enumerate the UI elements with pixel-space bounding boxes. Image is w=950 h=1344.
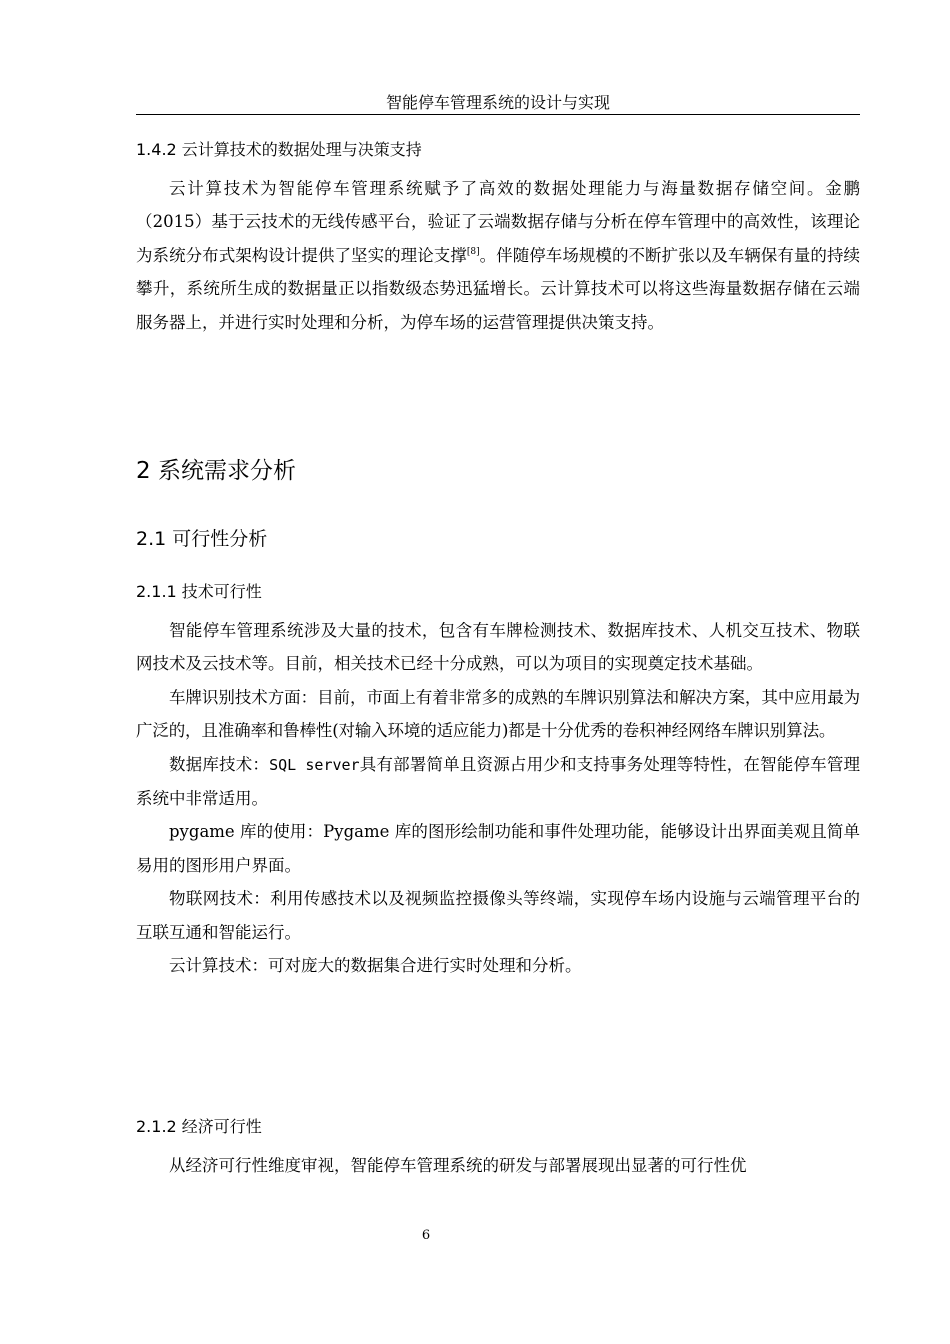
chapter-heading-2: 2 系统需求分析 (136, 458, 296, 484)
section-1-4-2-body (136, 172, 860, 339)
section-heading-2-1: 2.1 可行性分析 (136, 528, 268, 550)
database-label: 数据库技术： (169, 754, 270, 774)
section-2-1-2-body (136, 1149, 860, 1182)
section-heading-2-1-2: 2.1.2 经济可行性 (136, 1117, 262, 1136)
paragraph-iot: 物联网技术：利用传感技术以及视频监控摄像头等终端，实现停车场内设施与云端管理平台的互联互通和智能运行。 (136, 889, 860, 942)
page-number: 6 (421, 1228, 431, 1243)
database-term: SQL server (269, 755, 360, 774)
paragraph-economic: 从经济可行性维度审视，智能停车管理系统的研发与部署展现出显著的可行性优 (169, 1156, 747, 1175)
citation-reference: [8] (466, 246, 480, 257)
section-heading-1-4-2: 1.4.2 云计算技术的数据处理与决策支持 (136, 140, 422, 159)
section-heading-2-1-1: 2.1.1 技术可行性 (136, 582, 262, 601)
paragraph-cloud-computing (136, 172, 860, 339)
paragraph-text-before-citation: 云计算技术为智能停车管理系统赋予了高效的数据处理能力与海量数据存储空间。金鹏（2015）基于云技术的无线传感平台，验证了云端数据存储与分析在停车管理中的高效性，该理论为系统分布式架构设计提供了坚实的理论支撑 (136, 179, 860, 265)
header-rule (136, 114, 860, 115)
database-text: 具有部署简单且资源占用少和支持事务处理等特性，在智能停车管理系统中非常适用。 (136, 754, 861, 809)
section-2-1-1-body (136, 614, 860, 982)
paragraph-cloud: 云计算技术：可对庞大的数据集合进行实时处理和分析。 (169, 956, 582, 976)
paragraph-database (136, 748, 860, 816)
paragraph-pygame: pygame 库的使用：Pygame 库的图形绘制功能和事件处理功能，能够设计出界面美观且简单易用的图形用户界面。 (136, 822, 860, 875)
paragraph-tech-overview: 智能停车管理系统涉及大量的技术，包含有车牌检测技术、数据库技术、人机交互技术、物联网技术及云技术等。目前，相关技术已经十分成熟，可以为项目的实现奠定技术基础。 (136, 621, 860, 674)
running-header: 智能停车管理系统的设计与实现 (385, 93, 610, 112)
paragraph-license-plate: 车牌识别技术方面：目前，市面上有着非常多的成熟的车牌识别算法和解决方案，其中应用最为广泛的，且准确率和鲁棒性(对输入环境的适应能力)都是十分优秀的卷积神经网络车牌识别算法。 (136, 687, 860, 741)
paragraph-text-after-citation: 。伴随停车场规模的不断扩张以及车辆保有量的持续攀升，系统所生成的数据量正以指数级态势迅猛增长。云计算技术可以将这些海量数据存储在云端服务器上，并进行实时处理和分析，为停车场的运营管理提供决策支持。 (136, 245, 861, 332)
